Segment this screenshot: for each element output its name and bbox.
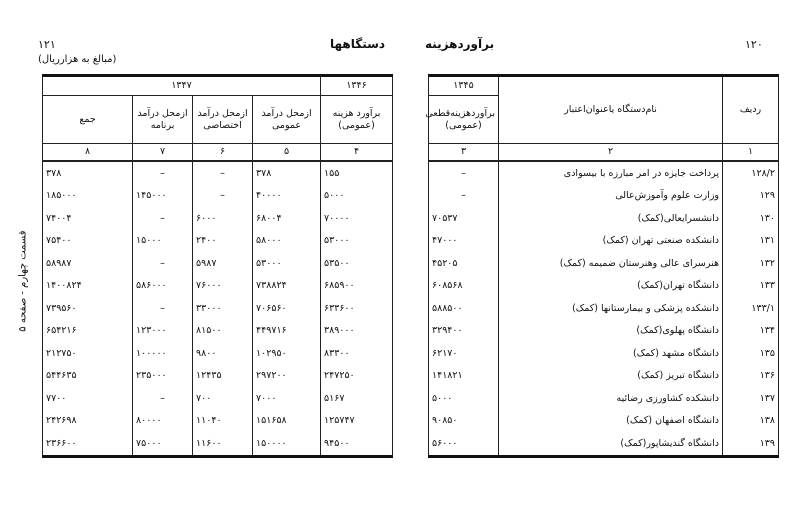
row-number: ۱۳۳ [723, 275, 779, 298]
row-number: ۱۲۹ [723, 185, 779, 208]
side-note: قسمت چهارم - صفحه ۵ [17, 230, 29, 332]
table-cell: ۲۳۵۰۰۰ [133, 365, 193, 388]
row-value: ۵۰۰۰ [429, 387, 499, 410]
table-row [429, 410, 779, 433]
table-cell: – [133, 252, 193, 275]
table-cell: ۷۳۹۵۶۰ [43, 297, 133, 320]
row-value: ۴۵۲۰۵ [429, 252, 499, 275]
row-number: ۱۳۸ [723, 410, 779, 433]
table-cell: ۵۳۰۰۰ [321, 230, 393, 253]
table-cell: ۷۷۰۰ [43, 387, 133, 410]
row-name: وزارت علوم وآموزش‌عالی [499, 185, 723, 208]
column-header: ازمحل درآمد عمومی [253, 96, 321, 144]
table-row [43, 207, 393, 230]
table-row [429, 252, 779, 275]
row-value: ۴۷۰۰۰ [429, 230, 499, 253]
table-cell: ۹۸۰۰ [193, 342, 253, 365]
column-number: ۱ [723, 144, 779, 162]
table-cell: ۵۳۰۰۰ [253, 252, 321, 275]
table-row [43, 342, 393, 365]
table-cell: – [133, 161, 193, 185]
row-value: ۱۴۱۸۲۱ [429, 365, 499, 388]
table-row [429, 207, 779, 230]
column-header: برآورد هزینه (عمومی) [321, 96, 393, 144]
row-number: ۱۳۵ [723, 342, 779, 365]
right-page-number: ۱۲۰ [745, 38, 763, 51]
table-row [43, 410, 393, 433]
row-value: ۵۸۸۵۰۰ [429, 297, 499, 320]
row-name: دانشگاه پهلوی(کمک) [499, 320, 723, 343]
table-cell: ۷۵۴۰۰ [43, 230, 133, 253]
table-cell: ۵۰۰۰ [321, 185, 393, 208]
table-row [429, 297, 779, 320]
table-cell: ۱۲۳۰۰۰ [133, 320, 193, 343]
row-name: دانشگاه گندیشاپور(کمک) [499, 432, 723, 456]
row-name: دانشکده صنعتی تهران (کمک) [499, 230, 723, 253]
row-number: ۱۳۴ [723, 320, 779, 343]
left-running-title: دستگاهها [330, 37, 386, 51]
row-name: دانشکده کشاورزی رضائیه [499, 387, 723, 410]
table-cell: ۸۱۵۰۰ [193, 320, 253, 343]
table-cell: ۳۷۸ [253, 161, 321, 185]
table-row [43, 432, 393, 456]
header-final-estimate: برآوردهزینه‌قطعی (عمومی) [429, 96, 499, 144]
table-cell: ۵۳۵۰۰ [321, 252, 393, 275]
unit-note: (مبالغ به هزارریال) [38, 54, 117, 65]
table-cell: – [193, 185, 253, 208]
table-cell: ۸۳۳۰۰ [321, 342, 393, 365]
table-cell: ۳۸۹۰۰۰ [321, 320, 393, 343]
table-row [43, 230, 393, 253]
row-value: ۶۰۸۵۶۸ [429, 275, 499, 298]
row-name: دانشگاه اصفهان (کمک) [499, 410, 723, 433]
table-cell: ۷۳۸۸۲۴ [253, 275, 321, 298]
table-row [43, 320, 393, 343]
table-cell: ۲۹۷۲۰۰ [253, 365, 321, 388]
table-cell: ۲۱۲۷۵۰ [43, 342, 133, 365]
header-name: نام‌دستگاه یاعنوان‌اعتبار [499, 76, 723, 144]
table-cell: ۱۱۰۴۰ [193, 410, 253, 433]
table-row [43, 297, 393, 320]
table-row [429, 230, 779, 253]
row-value: ۵۶۰۰۰ [429, 432, 499, 456]
table-cell: – [133, 207, 193, 230]
row-value: ۹۰۸۵۰ [429, 410, 499, 433]
table-cell: ۳۷۸ [43, 161, 133, 185]
table-cell: ۱۲۵۷۴۷ [321, 410, 393, 433]
table-cell: ۲۴۷۲۵۰ [321, 365, 393, 388]
table-cell: ۷۶۰۰۰ [193, 275, 253, 298]
column-number: ۷ [133, 144, 193, 162]
table-row [429, 432, 779, 456]
table-cell: ۸۰۰۰۰ [133, 410, 193, 433]
row-name: دانشگاه مشهد (کمک) [499, 342, 723, 365]
row-value: – [429, 185, 499, 208]
column-number: ۲ [499, 144, 723, 162]
row-value: ۷۰۵۳۷ [429, 207, 499, 230]
table-cell: ۱۵۰۰۰۰ [253, 432, 321, 456]
column-header: جمع [43, 96, 133, 144]
table-row [43, 365, 393, 388]
row-number: ۱۳۶ [723, 365, 779, 388]
table-cell: ۱۰۰۰۰۰ [133, 342, 193, 365]
table-row [429, 161, 779, 185]
row-number: ۱۳۷ [723, 387, 779, 410]
table-cell: ۱۴۰۰۸۲۴ [43, 275, 133, 298]
table-row [43, 161, 393, 185]
row-name: دانشگاه تهران(کمک) [499, 275, 723, 298]
row-name: هنرسرای عالی وهنرستان ضمیمه (کمک) [499, 252, 723, 275]
table-row [43, 185, 393, 208]
table-cell: ۶۸۵۹۰۰ [321, 275, 393, 298]
table-row [43, 275, 393, 298]
table-cell: ۵۸۹۸۷ [43, 252, 133, 275]
table-cell: ۱۵۱۶۵۸ [253, 410, 321, 433]
column-number: ۴ [321, 144, 393, 162]
header-row-number: ردیف [723, 76, 779, 144]
row-name: دانشسرایعالی(کمک) [499, 207, 723, 230]
row-number: ۱۳۰ [723, 207, 779, 230]
table-row [429, 320, 779, 343]
table-cell: ۲۴۰۰ [193, 230, 253, 253]
table-cell: ۴۰۰۰۰ [253, 185, 321, 208]
left-budget-table [42, 74, 393, 458]
right-running-title: برآوردهزینه [425, 37, 495, 51]
table-cell: – [133, 297, 193, 320]
table-row [429, 365, 779, 388]
row-value: ۳۲۹۴۰۰ [429, 320, 499, 343]
table-cell: ۷۰۰ [193, 387, 253, 410]
table-row [429, 185, 779, 208]
year-1346-header: ۱۳۴۶ [321, 76, 393, 96]
table-cell: ۱۱۶۰۰ [193, 432, 253, 456]
column-number: ۶ [193, 144, 253, 162]
column-number: ۳ [429, 144, 499, 162]
row-name: پرداخت جایزه در امر مبارزه با بیسوادی [499, 161, 723, 185]
column-header: ازمحل درآمد برنامه [133, 96, 193, 144]
table-cell: ۱۲۴۳۵ [193, 365, 253, 388]
row-number: ۱۳۲ [723, 252, 779, 275]
column-header: ازمحل درآمد اختصاصی [193, 96, 253, 144]
table-row [429, 275, 779, 298]
table-cell: ۶۳۳۶۰۰ [321, 297, 393, 320]
row-number: ۱۳۳/۱ [723, 297, 779, 320]
table-cell: ۷۰۰۰ [253, 387, 321, 410]
table-cell: ۵۱۶۷ [321, 387, 393, 410]
row-name: دانشگاه تبریز (کمک) [499, 365, 723, 388]
table-cell: ۷۵۰۰۰ [133, 432, 193, 456]
table-cell: ۱۰۲۹۵۰ [253, 342, 321, 365]
right-budget-table [425, 74, 779, 458]
table-cell: – [133, 387, 193, 410]
row-number: ۱۳۱ [723, 230, 779, 253]
row-number: ۱۲۸/۲ [723, 161, 779, 185]
row-value: ۶۲۱۷۰ [429, 342, 499, 365]
table-cell: ۱۴۵۰۰۰ [133, 185, 193, 208]
left-page-number: ۱۲۱ [38, 38, 56, 51]
table-cell: ۹۴۵۰۰ [321, 432, 393, 456]
table-row [429, 387, 779, 410]
table-cell: – [193, 161, 253, 185]
table-cell: ۵۴۴۶۳۵ [43, 365, 133, 388]
table-cell: ۴۴۹۷۱۶ [253, 320, 321, 343]
table-cell: ۷۰۰۰۰ [321, 207, 393, 230]
table-cell: ۲۳۶۶۰۰ [43, 432, 133, 456]
table-cell: ۶۰۰۰ [193, 207, 253, 230]
table-cell: ۵۸۶۰۰۰ [133, 275, 193, 298]
table-cell: ۷۰۶۵۶۰ [253, 297, 321, 320]
column-number: ۸ [43, 144, 133, 162]
column-number: ۵ [253, 144, 321, 162]
table-cell: ۲۴۲۶۹۸ [43, 410, 133, 433]
year-1347-header: ۱۳۴۷ [43, 76, 321, 96]
table-cell: ۵۸۰۰۰ [253, 230, 321, 253]
year-1345-header: ۱۳۴۵ [429, 76, 499, 96]
table-cell: ۵۹۸۷ [193, 252, 253, 275]
row-name: دانشکده پزشکی و بیمارستانها (کمک) [499, 297, 723, 320]
table-row [43, 387, 393, 410]
table-cell: ۱۵۵ [321, 161, 393, 185]
table-cell: ۳۳۰۰۰ [193, 297, 253, 320]
row-number: ۱۳۹ [723, 432, 779, 456]
row-value: – [429, 161, 499, 185]
table-cell: ۷۴۰۰۴ [43, 207, 133, 230]
table-row [43, 252, 393, 275]
table-cell: ۱۵۰۰۰ [133, 230, 193, 253]
table-cell: ۶۸۰۰۴ [253, 207, 321, 230]
table-row [429, 342, 779, 365]
table-cell: ۶۵۴۲۱۶ [43, 320, 133, 343]
table-cell: ۱۸۵۰۰۰ [43, 185, 133, 208]
